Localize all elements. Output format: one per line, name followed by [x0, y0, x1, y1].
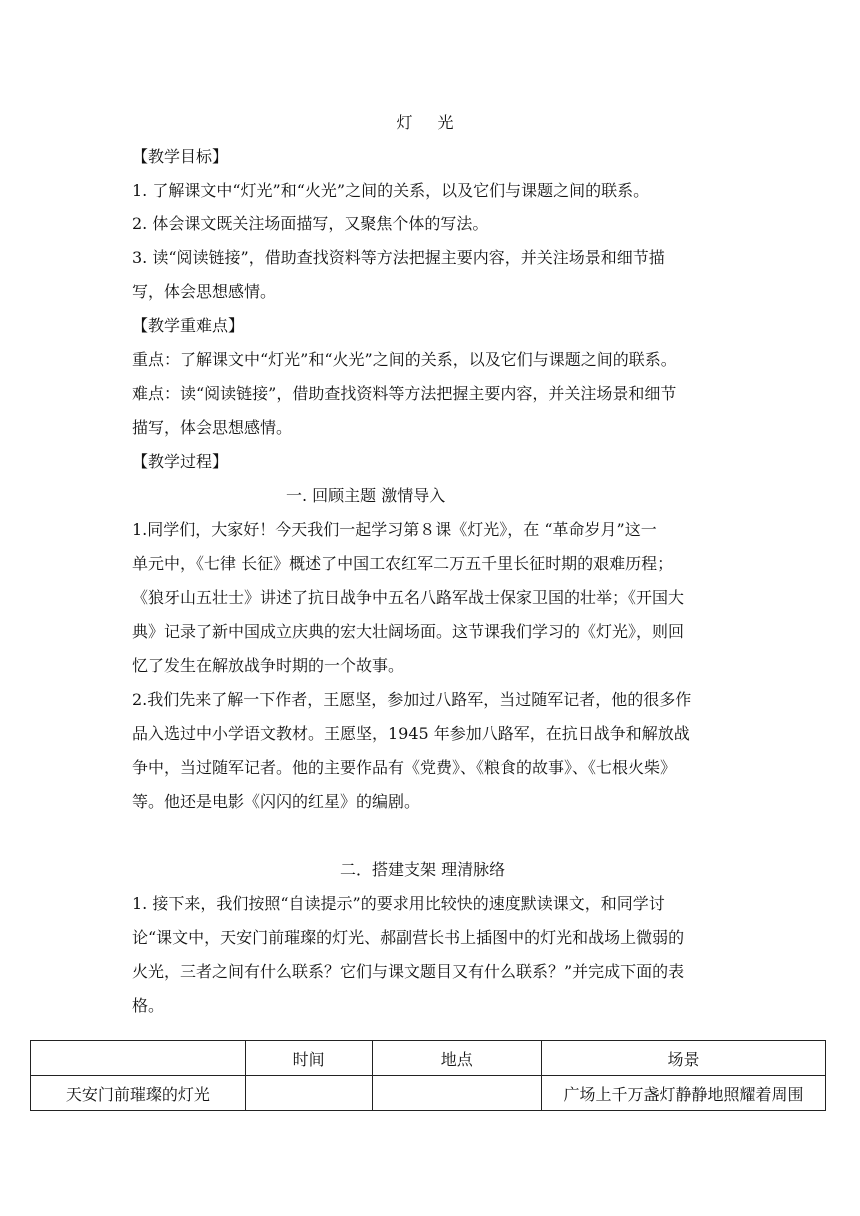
part2-line-3: 火光，三者之间有什么联系？它们与课文题目又有什么联系？”并完成下面的表 [132, 962, 685, 981]
table-cell-place [372, 1076, 542, 1111]
part1-line-5: 忆了发生在解放战争时期的一个故事。 [132, 656, 405, 675]
table-header-place: 地点 [372, 1041, 542, 1076]
process-heading: 【教学过程】 [132, 452, 229, 471]
table-header-row [31, 1041, 826, 1076]
part2-line-1: 1. 接下来，我们按照“自读提示”的要求用比较快的速度默读课文，和同学讨 [132, 894, 665, 913]
goal-item-1: 1. 了解课文中“灯光”和“火光”之间的关系，以及它们与课题之间的联系。 [132, 181, 650, 200]
page-title: 灯 光 [396, 113, 464, 132]
table-header-scene: 场景 [542, 1041, 826, 1076]
goals-heading: 【教学目标】 [132, 147, 229, 166]
table-cell-item: 天安门前璀璨的灯光 [31, 1076, 246, 1111]
key-point: 重点：了解课文中“灯光”和“火光”之间的关系，以及它们与课题之间的联系。 [132, 350, 677, 369]
part1-line-2: 单元中，《七律 长征》概述了中国工农红军二万五千里长征时期的艰难历程； [132, 554, 674, 573]
comparison-table [30, 1040, 826, 1111]
part1-line-8: 争中，当过随军记者。他的主要作品有《党费》、《粮食的故事》、《七根火柴》 [132, 758, 677, 777]
key-heading: 【教学重难点】 [132, 316, 245, 335]
part2-line-4: 格。 [132, 996, 165, 1015]
part1-line-6: 2.我们先来了解一下作者，王愿坚，参加过八路军，当过随军记者，他的很多作 [132, 690, 692, 709]
part1-line-4: 典》记录了新中国成立庆典的宏大壮阔场面。这节课我们学习的《灯光》，则回 [132, 622, 685, 641]
part1-line-3: 《狼牙山五壮士》讲述了抗日战争中五名八路军战士保家卫国的壮举；《开国大 [132, 588, 685, 607]
part2-heading: 二．搭建支架 理清脉络 [340, 860, 506, 879]
difficult-point-cont: 描写，体会思想感情。 [132, 418, 293, 437]
goal-item-3: 3. 读“阅读链接”，借助查找资料等方法把握主要内容，并关注场景和细节描 [132, 248, 665, 267]
difficult-point: 难点：读“阅读链接”，借助查找资料等方法把握主要内容，并关注场景和细节 [132, 384, 677, 403]
goal-item-2: 2. 体会课文既关注场面描写，又聚焦个体的写法。 [132, 214, 489, 233]
part1-line-7: 品入选过中小学语文教材。王愿坚，1945 年参加八路军，在抗日战争和解放战 [132, 724, 690, 743]
part1-line-1: 1.同学们，大家好！今天我们一起学习第８课《灯光》，在 “革命岁月”这一 [132, 520, 657, 539]
table-header-time: 时间 [245, 1041, 372, 1076]
table-header-cell [31, 1041, 246, 1076]
table-cell-scene: 广场上千万盏灯静静地照耀着周围 [542, 1076, 826, 1111]
table-cell-time [245, 1076, 372, 1111]
part1-line-9: 等。他还是电影《闪闪的红星》的编剧。 [132, 792, 421, 811]
part2-line-2: 论“课文中，天安门前璀璨的灯光、郝副营长书上插图中的灯光和战场上微弱的 [132, 928, 685, 947]
goal-item-3-cont: 写，体会思想感情。 [132, 282, 277, 301]
part1-heading: 一. 回顾主题 激情导入 [286, 486, 446, 505]
table-row [31, 1076, 826, 1111]
